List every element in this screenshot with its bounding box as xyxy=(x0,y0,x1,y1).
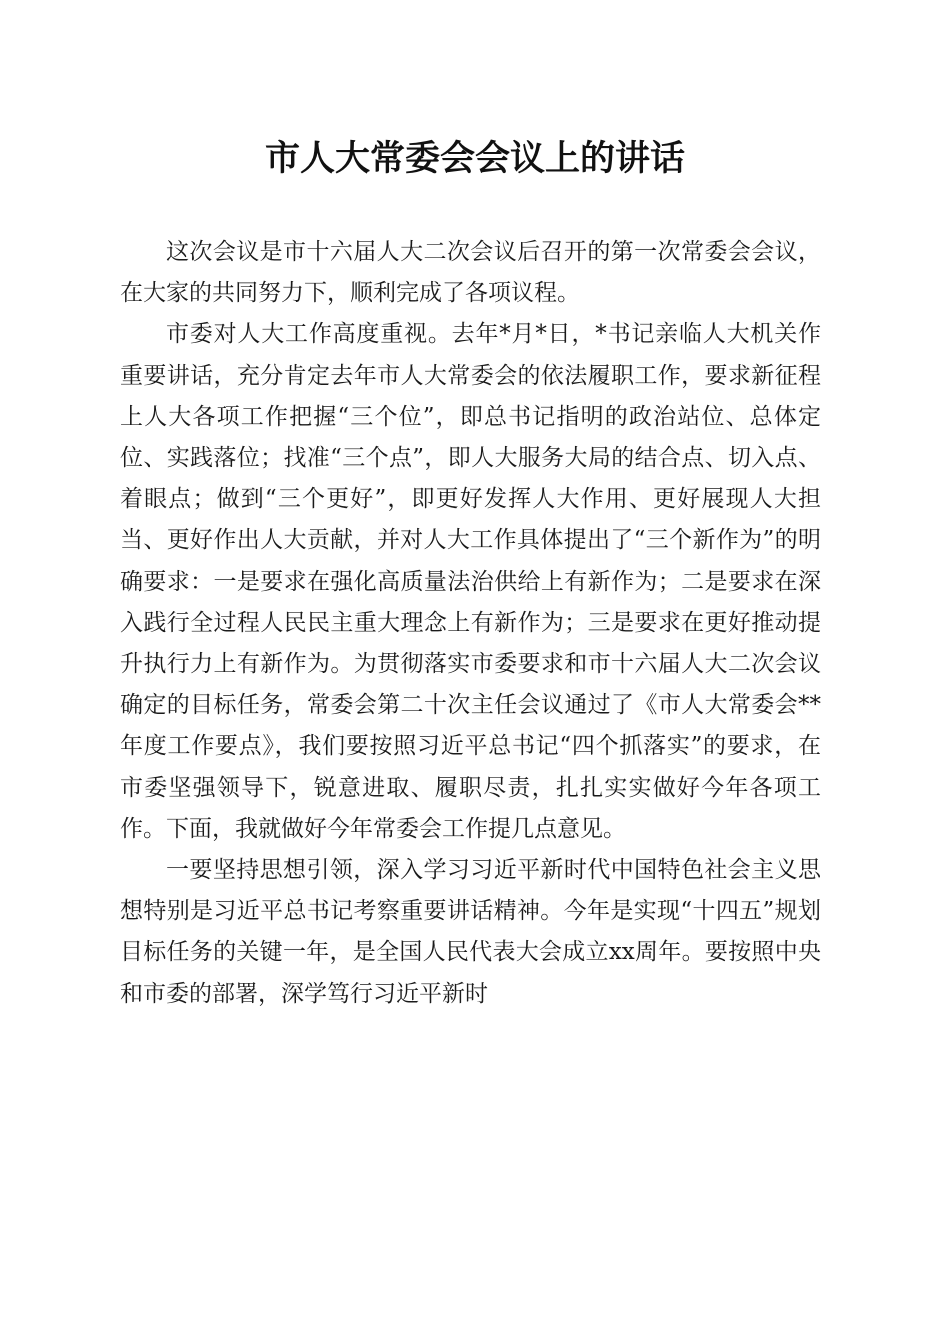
paragraph-3: 一要坚持思想引领，深入学习习近平新时代中国特色社会主义思想特别是习近平总书记考察重要讲话精神。今年是实现“十四五”规划目标任务的关键一年，是全国人民代表大会成立xx周年。要按照中央和市委的部署，深学笃行习近平新时 xyxy=(120,857,821,1007)
document-body xyxy=(120,232,821,1015)
paragraph-1: 这次会议是市十六届人大二次会议后召开的第一次常委会会议，在大家的共同努力下，顺利完成了各项议程。 xyxy=(120,239,821,307)
document-title: 市人大常委会会议上的讲话 xyxy=(264,138,685,179)
paragraph-2: 市委对人大工作高度重视。去年*月*日，*书记亲临人大机关作重要讲话，充分肯定去年市人大常委会的依法履职工作，要求新征程上人大各项工作把握“三个位”，即总书记指明的政治站位、总体定位、实践落位；找准“三个点”，即人大服务大局的结合点、切入点、着眼点；做到“三个更好”，即更好发挥人大作用、更好展现人大担当、更好作出人大贡献，并对人大工作具体提出了“三个新作为”的明确要求：一是要求在强化高质量法治供给上有新作为；二是要求在深入践行全过程人民民主重大理念上有新作为；三是要求在更好推动提升执行力上有新作为。为贯彻落实市委要求和市十六届人大二次会议确定的目标任务，常委会第二十次主任会议通过了《市人大常委会**年度工作要点》，我们要按照习近平总书记“四个抓落实”的要求，在市委坚强领导下，锐意进取、履职尽责，扎扎实实做好今年各项工作。下面，我就做好今年常委会工作提几点意见。 xyxy=(120,321,821,842)
